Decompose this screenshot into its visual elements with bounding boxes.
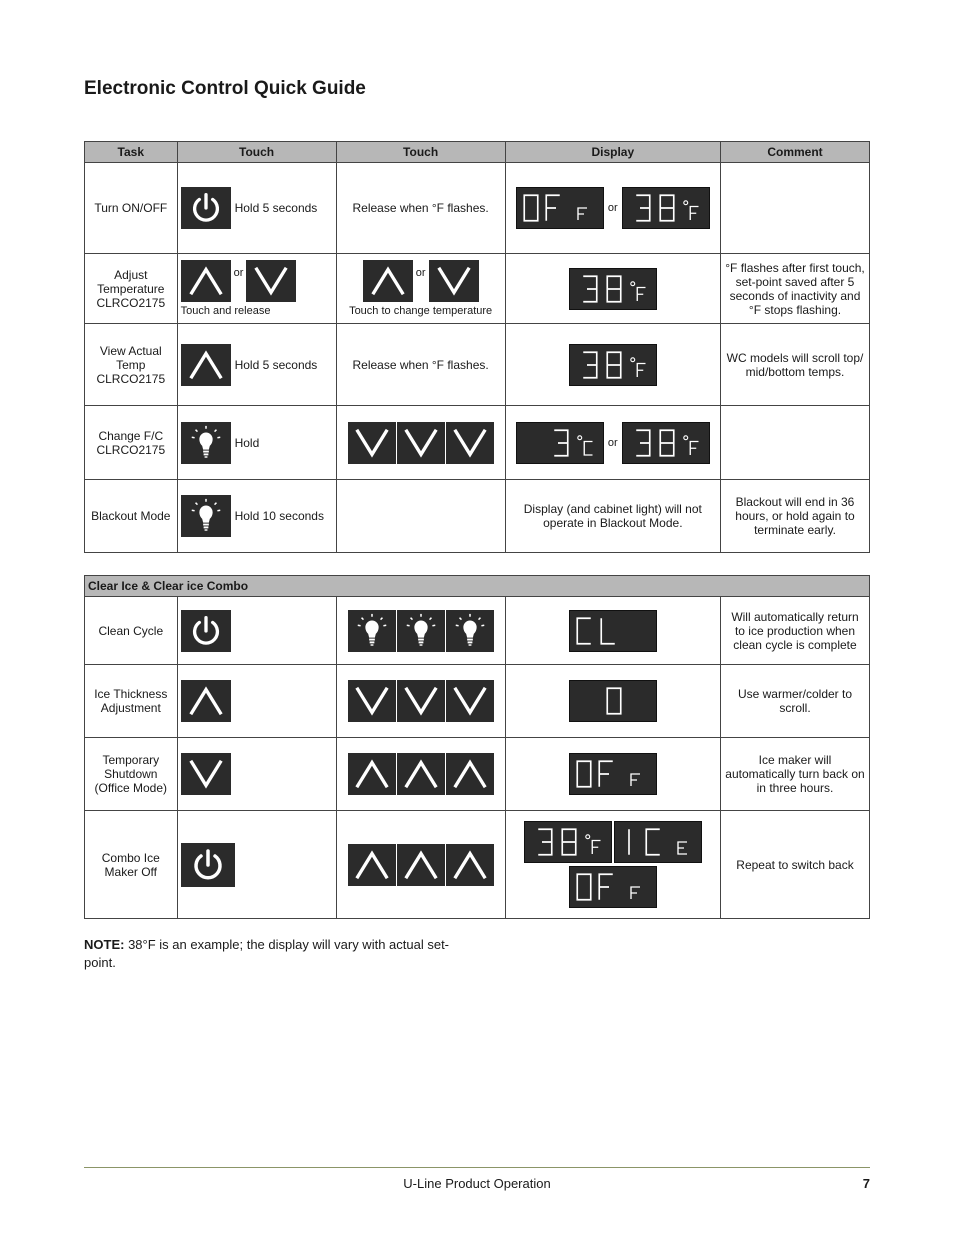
chevron-up-icon — [181, 260, 231, 302]
light-bulb-icon — [348, 610, 396, 652]
touch-instruction: Hold 10 seconds — [234, 509, 324, 523]
chevron-up-icon — [446, 844, 494, 886]
touch-cell — [336, 811, 505, 919]
touch-cell — [177, 738, 336, 811]
table-row — [85, 254, 870, 324]
comment-cell: Use warmer/colder to scroll. — [721, 665, 870, 738]
touch-cell: Release when °F flashes. — [336, 324, 505, 406]
display-off — [569, 753, 657, 795]
touch-cell — [336, 738, 505, 811]
note — [84, 936, 464, 972]
chevron-down-icon — [446, 680, 494, 722]
chevron-down-icon — [348, 422, 396, 464]
touch-cell — [177, 254, 336, 324]
task-cell: View Actual Temp CLRCO2175 — [85, 324, 178, 406]
touch-cell — [336, 480, 505, 553]
clear-ice-table — [84, 575, 870, 919]
chevron-up-icon — [446, 753, 494, 795]
display-cell: Display (and cabinet light) will not operate in Blackout Mode. — [505, 480, 720, 553]
chevron-up-icon — [363, 260, 413, 302]
touch-instruction: Hold — [234, 435, 260, 450]
comment-cell: WC models will scroll top/ mid/bottom temps. — [721, 324, 870, 406]
light-bulb-icon — [181, 422, 231, 464]
or-label: or — [233, 266, 244, 279]
footer-rule — [84, 1167, 870, 1168]
task-cell: Adjust Temperature CLRCO2175 — [85, 254, 178, 324]
display-ice — [614, 821, 702, 863]
task-cell: Clean Cycle — [85, 597, 178, 665]
header-task: Task — [85, 142, 178, 163]
header-touch-2: Touch — [336, 142, 505, 163]
touch-cell: Release when °F flashes. — [336, 163, 505, 254]
section-title: Clear Ice & Clear ice Combo — [85, 576, 870, 597]
touch-cell — [177, 597, 336, 665]
table-row — [85, 665, 870, 738]
or-label: or — [607, 436, 618, 449]
display-3c — [516, 422, 604, 464]
chevron-down-icon — [397, 422, 445, 464]
touch-cell — [177, 324, 336, 406]
display-cell — [505, 597, 720, 665]
chevron-up-icon — [181, 680, 231, 722]
chevron-up-icon — [397, 753, 445, 795]
table-row — [85, 406, 870, 480]
table-row — [85, 811, 870, 919]
or-label: or — [607, 202, 618, 214]
chevron-up-icon — [348, 753, 396, 795]
comment-cell: Repeat to switch back — [721, 811, 870, 919]
touch-cell — [177, 163, 336, 254]
touch-instruction: Touch to change temperature — [349, 304, 493, 317]
power-icon — [181, 187, 231, 229]
chevron-up-icon — [181, 344, 231, 386]
chevron-down-icon — [446, 422, 494, 464]
header-touch-1: Touch — [177, 142, 336, 163]
task-cell: Change F/C CLRCO2175 — [85, 406, 178, 480]
power-icon — [181, 610, 231, 652]
comment-cell: Will automatically return to ice production when clean cycle is complete — [721, 597, 870, 665]
touch-instruction: Touch and release — [180, 304, 271, 317]
task-cell: Combo Ice Maker Off — [85, 811, 178, 919]
touch-cell — [177, 665, 336, 738]
task-cell: Ice Thickness Adjustment — [85, 665, 178, 738]
page-title: Electronic Control Quick Guide — [84, 78, 366, 99]
page-number: 7 — [862, 1176, 870, 1191]
chevron-down-icon — [181, 753, 231, 795]
chevron-up-icon — [397, 844, 445, 886]
or-label: or — [415, 266, 426, 279]
comment-cell: Blackout will end in 36 hours, or hold again to terminate early. — [721, 480, 870, 553]
touch-instruction: Hold 5 seconds — [234, 357, 318, 372]
table-row — [85, 597, 870, 665]
table-header-row — [85, 142, 870, 163]
display-cell — [505, 811, 720, 919]
light-bulb-icon — [397, 610, 445, 652]
chevron-down-icon — [397, 680, 445, 722]
table-row — [85, 324, 870, 406]
display-38f — [622, 187, 710, 229]
display-cell — [505, 163, 720, 254]
section-header-row — [85, 576, 870, 597]
display-38f — [569, 344, 657, 386]
task-cell: Blackout Mode — [85, 480, 178, 553]
chevron-down-icon — [348, 680, 396, 722]
comment-cell — [721, 406, 870, 480]
comment-cell: Ice maker will automatically turn back on in three hours. — [721, 738, 870, 811]
display-cl — [569, 610, 657, 652]
footer-title: U-Line Product Operation — [403, 1176, 551, 1191]
touch-cell — [336, 406, 505, 480]
power-icon — [181, 843, 235, 887]
display-38f — [569, 268, 657, 310]
display-38f — [524, 821, 612, 863]
touch-cell — [177, 480, 336, 553]
display-off — [516, 187, 604, 229]
header-comment: Comment — [721, 142, 870, 163]
touch-cell — [177, 406, 336, 480]
display-cell — [505, 254, 720, 324]
task-cell: Temporary Shutdown (Office Mode) — [85, 738, 178, 811]
table-row — [85, 480, 870, 553]
touch-cell — [336, 597, 505, 665]
note-text: 38°F is an example; the display will vary with actual set-point. — [84, 937, 450, 970]
task-cell: Turn ON/OFF — [85, 163, 178, 254]
chevron-down-icon — [246, 260, 296, 302]
display-off — [569, 866, 657, 908]
comment-cell — [721, 163, 870, 254]
display-cell — [505, 665, 720, 738]
table-row — [85, 738, 870, 811]
chevron-up-icon — [348, 844, 396, 886]
display-0 — [569, 680, 657, 722]
display-cell — [505, 324, 720, 406]
touch-instruction: Hold 5 seconds — [234, 201, 318, 215]
light-bulb-icon — [181, 495, 231, 537]
display-cell — [505, 406, 720, 480]
chevron-down-icon — [429, 260, 479, 302]
quick-guide-table — [84, 141, 870, 553]
display-cell — [505, 738, 720, 811]
table-row — [85, 163, 870, 254]
touch-cell — [336, 665, 505, 738]
touch-cell — [177, 811, 336, 919]
note-label: NOTE: — [84, 937, 125, 952]
light-bulb-icon — [446, 610, 494, 652]
comment-cell: °F flashes after first touch, set-point saved after 5 seconds of inactivity and °F stops flashing. — [721, 254, 870, 324]
header-display: Display — [505, 142, 720, 163]
display-38f — [622, 422, 710, 464]
touch-cell — [336, 254, 505, 324]
